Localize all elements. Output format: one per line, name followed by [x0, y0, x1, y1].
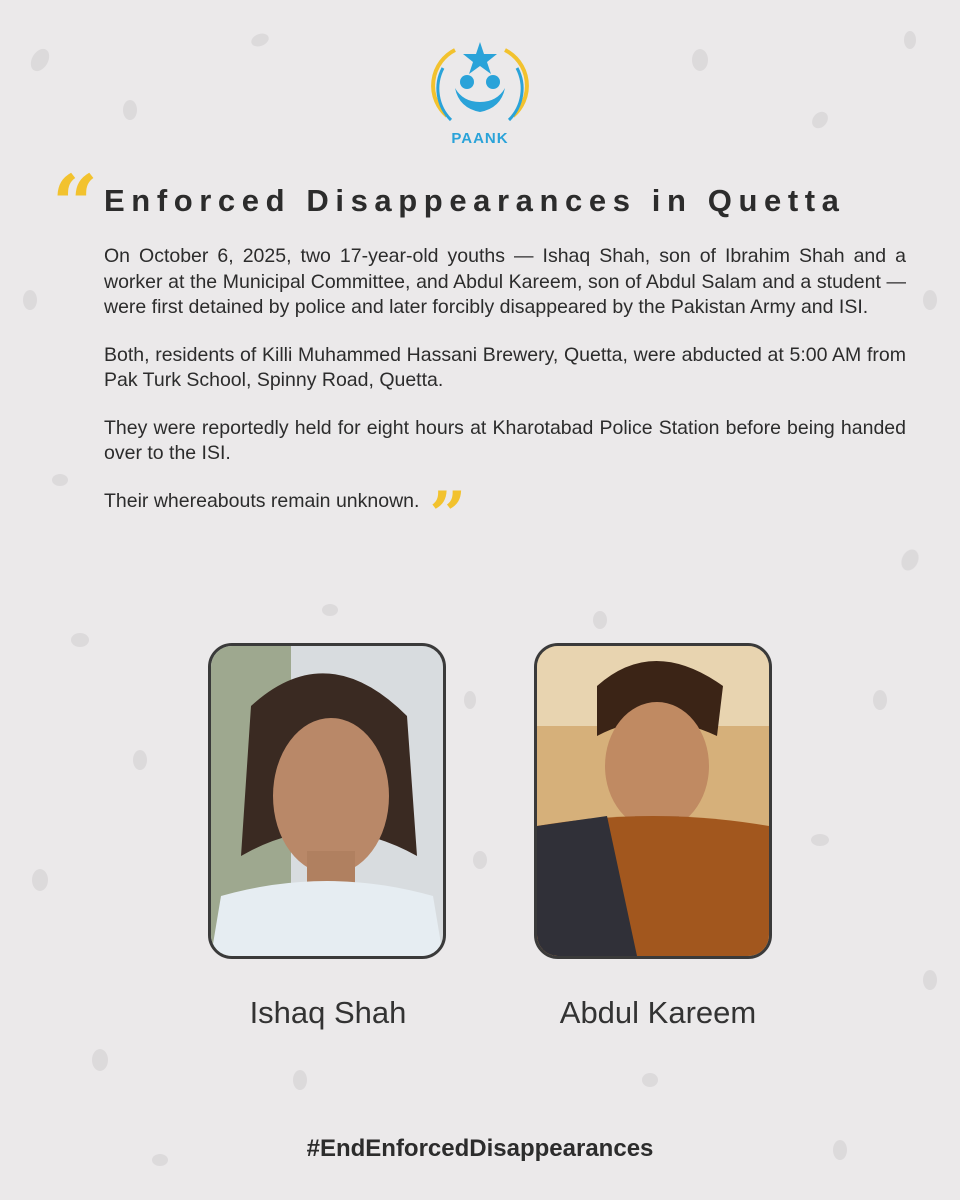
paragraph-1: On October 6, 2025, two 17-year-old youths — Ishaq Shah, son of Ibrahim Shah and a worker at the Municipal Committee, and Abdul Kareem, son of Abdul Salam and a student — were first detained by police and later forcibly disappeared by the Pakistan Army and ISI.: [104, 245, 906, 318]
person-name-abdul-kareem: Abdul Kareem: [559, 995, 757, 1030]
hashtag: #EndEnforcedDisappearances: [306, 1135, 654, 1162]
paragraph-3: They were reportedly held for eight hours at Kharotabad Police Station before being handed over to the ISI.: [104, 416, 906, 464]
brand-name: PAANK: [451, 130, 509, 147]
page-title: Enforced Disappearances in Quetta: [104, 183, 846, 218]
photo-ishaq-shah: [208, 643, 446, 959]
open-quote-icon: “: [52, 157, 99, 251]
paragraph-2: Both, residents of Killi Muhammed Hassani Brewery, Quetta, were abducted at 5:00 AM from Pak Turk School, Spinny Road, Quetta.: [104, 343, 906, 391]
photo-abdul-kareem: [534, 643, 772, 959]
logo-emblem-icon: [425, 28, 535, 138]
person-name-ishaq-shah: Ishaq Shah: [249, 995, 407, 1030]
paank-logo: [425, 28, 535, 156]
article-body: On October 6, 2025, two 17-year-old youths — Ishaq Shah, son of Ibrahim Shah and a worker at the Municipal Committee, and Abdul Kareem, son of Abdul Salam and a student — were first detained by police and later forcibly disappeared by the Pakistan Army and ISI. Both, residents of Killi Muhammed Hassani Brewery, Quetta, were abducted at 5:00 AM from Pak Turk School, Spinny Road, Quetta. They were reportedly held for eight hours at Kharotabad Police Station before being handed over to the ISI. Their whereabouts remain unknown. ”: [104, 245, 906, 553]
paragraph-4: Their whereabouts remain unknown.: [104, 489, 420, 512]
